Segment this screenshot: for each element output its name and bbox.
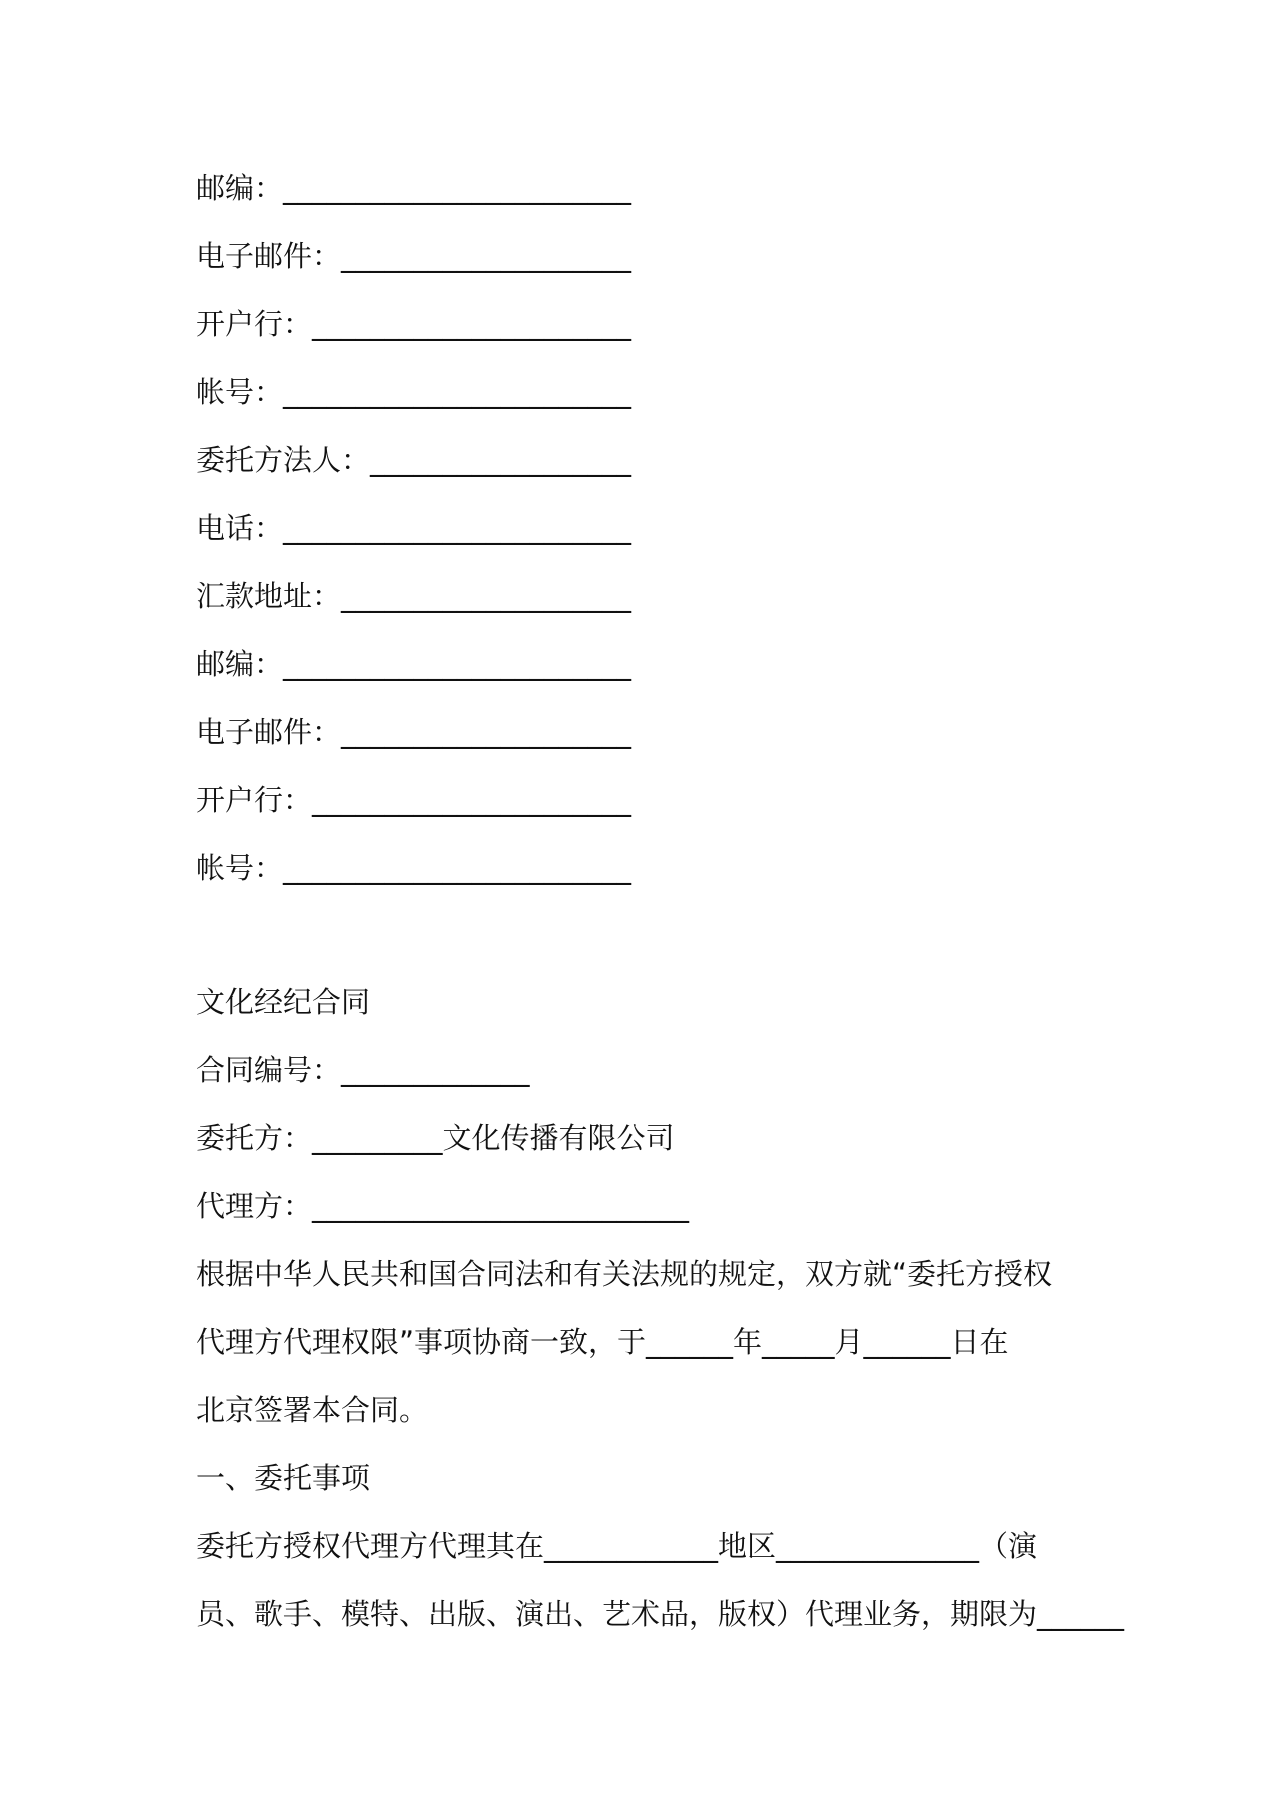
phone-line: 电话：________________________ [196, 511, 632, 545]
email-line-2: 电子邮件：____________________ [196, 715, 632, 749]
legal-person-line: 委托方法人：__________________ [196, 443, 632, 477]
bank-line: 开户行：______________________ [196, 307, 632, 341]
remit-address-line: 汇款地址：____________________ [196, 579, 632, 613]
account-line: 帐号：________________________ [196, 375, 632, 409]
intro-line-1: 根据中华人民共和国合同法和有关法规的规定，双方就“委托方授权 [196, 1257, 1053, 1291]
intro-line-3: 北京签署本合同。 [196, 1393, 429, 1427]
contract-number-line: 合同编号：_____________ [196, 1053, 530, 1087]
agent-line: 代理方：__________________________ [196, 1189, 690, 1223]
section-1-line-2: 员、歌手、模特、出版、演出、艺术品，版权）代理业务，期限为______ [196, 1597, 1125, 1631]
section-1-line-1: 委托方授权代理方代理其在____________地区______________（演 [196, 1529, 1038, 1563]
contract-title: 文化经纪合同 [196, 985, 371, 1019]
postcode-line: 邮编：________________________ [196, 171, 632, 205]
bank-line-2: 开户行：______________________ [196, 783, 632, 817]
account-line-2: 帐号：________________________ [196, 851, 632, 885]
principal-line: 委托方：_________文化传播有限公司 [196, 1121, 675, 1155]
intro-line-2: 代理方代理权限”事项协商一致，于______年_____月______日在 [196, 1325, 1009, 1359]
section-1-heading: 一、委托事项 [196, 1461, 371, 1495]
email-line: 电子邮件：____________________ [196, 239, 632, 273]
postcode-line-2: 邮编：________________________ [196, 647, 632, 681]
